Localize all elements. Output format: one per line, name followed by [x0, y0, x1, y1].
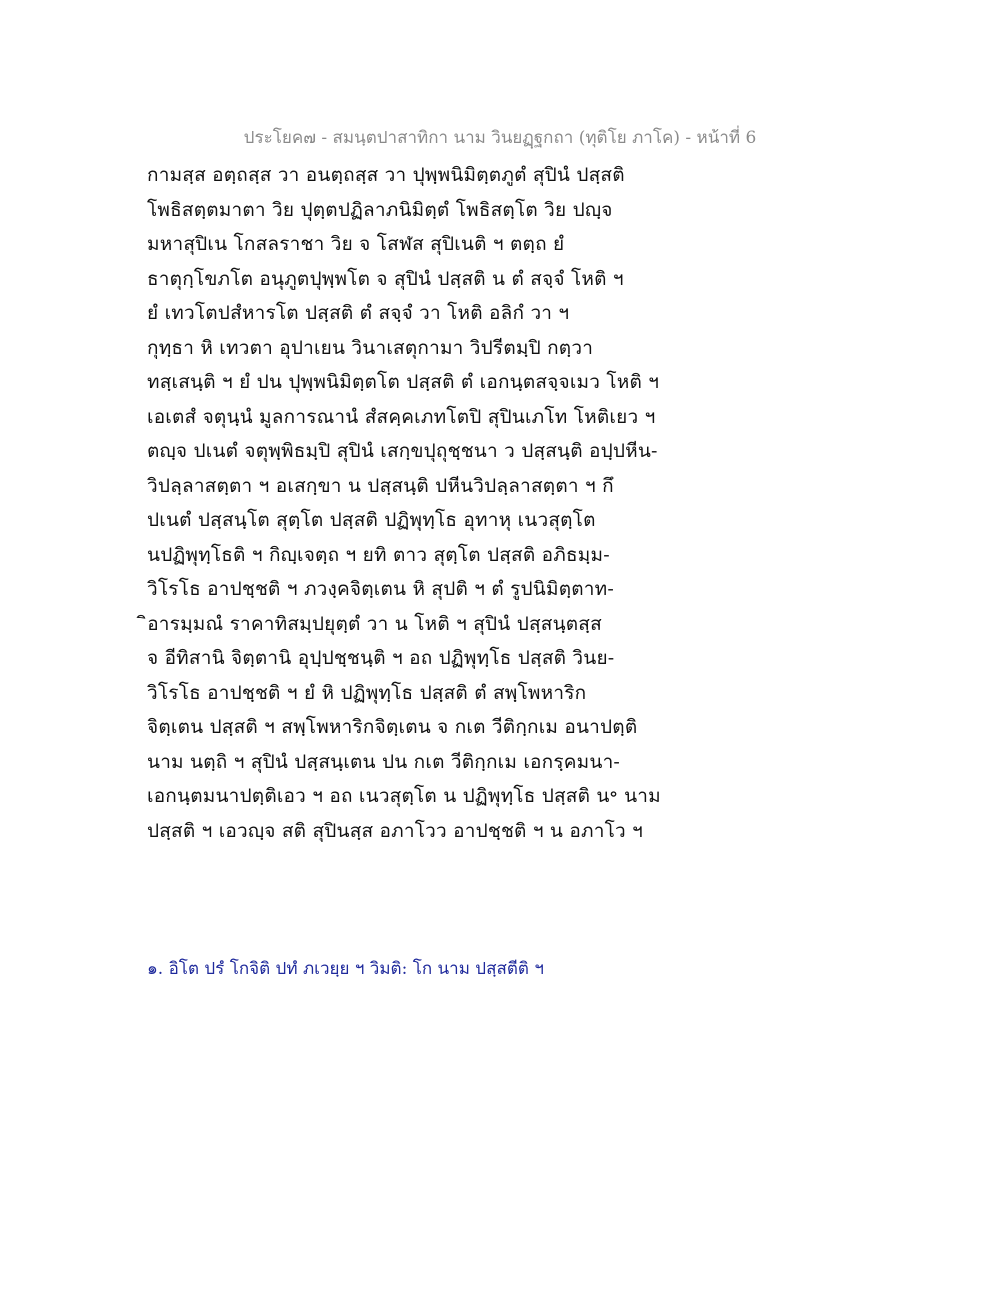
page-header: ประโยค๗ - สมนฺตปาสาทิกา นาม วินยฏฺฐกถา (ทุติโย ภาโค) - หน้าที่ 6	[243, 128, 757, 148]
body-line: โพธิสตฺตมาตา วิย ปุตฺตปฏิลาภนิมิตฺตํ โพธิสตฺโต วิย ปญฺจ	[147, 198, 613, 221]
body-line: จิตฺเตน ปสฺสติ ฯ สพฺโพหาริกจิตฺเตน จ กเต วีติกฺกเม อนาปตฺติ	[147, 716, 638, 738]
body-line: วิปลฺลาสตฺตา ฯ อเสกฺขา น ปสฺสนฺติ ปหีนวิปลฺลาสตฺตา ฯ กึ	[147, 474, 614, 497]
body-line: มหาสุปิเน โกสลราชา วิย จ โสฬส สุปิเนติ ฯ ตตฺถ ยํ	[147, 233, 565, 255]
body-line: วิโรโธ อาปชฺชติ ฯ ยํ หิ ปฏิพุทฺโธ ปสฺสติ ตํ สพฺโพหาริก	[147, 681, 587, 704]
body-line: ปเนตํ ปสฺสนฺโต สุตฺโต ปสฺสติ ปฏิพุทฺโธ อุทาหุ เนวสุตฺโต	[147, 509, 596, 531]
body-line: ธาตุกฺโขภโต อนุภูตปุพฺพโต จ สุปินํ ปสฺสติ น ตํ สจฺจํ โหติ ฯ	[147, 267, 624, 290]
body-line: นาม นตฺถิ ฯ สุปินํ ปสฺสนฺเตน ปน กเต วีติกฺกเม เอกรฺคมนา-	[147, 750, 621, 773]
body-line: นปฏิพุทฺโธติ ฯ กิญฺเจตฺถ ฯ ยทิ ตาว สุตฺโต ปสฺสติ อภิธมฺม-	[147, 543, 610, 566]
body-text	[147, 158, 847, 848]
body-line: กามสฺส อตฺถสฺส วา อนตฺถสฺส วา ปุพฺพนิมิตฺตภูตํ สุปินํ ปสฺสติ	[147, 164, 625, 186]
body-line: ทสฺเสนฺติ ฯ ยํ ปน ปุพฺพนิมิตฺตโต ปสฺสติ ตํ เอกนฺตสจฺจเมว โหติ ฯ	[147, 371, 660, 393]
body-line: ยํ เทวโตปสํหารโต ปสฺสติ ตํ สจฺจํ วา โหติ อลิกํ วา ฯ	[147, 302, 570, 324]
body-line: ตญฺจ ปเนตํ จตุพฺพิธมฺปิ สุปินํ เสกฺขปุถุชฺชนา ว ปสฺสนฺติ อปฺปหีน-	[147, 440, 658, 462]
body-line: เอเตสํ จตุนฺนํ มูลการณานํ สํสคฺคเภทโตปิ สุปินเภโท โหติเยว ฯ	[147, 405, 656, 428]
body-line: เอกนฺตมนาปตฺติเอว ฯ อถ เนวสุตฺโต น ปฏิพุทฺโธ ปสฺสติ น॰ นาม	[147, 785, 661, 807]
body-line: วิโรโธ อาปชฺชติ ฯ ภวงฺคจิตฺเตน หิ สุปติ ฯ ตํ รูปนิมิตฺตาท-	[147, 578, 615, 600]
body-line: ปสฺสติ ฯ เอวญฺจ สติ สุปินสฺส อภาโวว อาปชฺชติ ฯ น อภาโว ฯ	[147, 819, 643, 842]
body-line: กุทฺธา หิ เทวตา อุปาเยน วินาเสตุกามา วิปรีตมฺปิ กตฺวา	[147, 336, 594, 359]
footnote: ๑. อิโต ปรํ โกจิติ ปทํ ภเวยฺย ฯ วิมติ: โก นาม ปสฺสตีติ ฯ	[147, 959, 544, 979]
body-line: ิอารมฺมณํ ราคาทิสมฺปยุตฺตํ วา น โหติ ฯ สุปินํ ปสฺสนฺตสฺส	[147, 612, 602, 635]
body-line: จ อีทิสานิ จิตฺตานิ อุปฺปชฺชนฺติ ฯ อถ ปฏิพุทฺโธ ปสฺสติ วินย-	[147, 647, 615, 669]
